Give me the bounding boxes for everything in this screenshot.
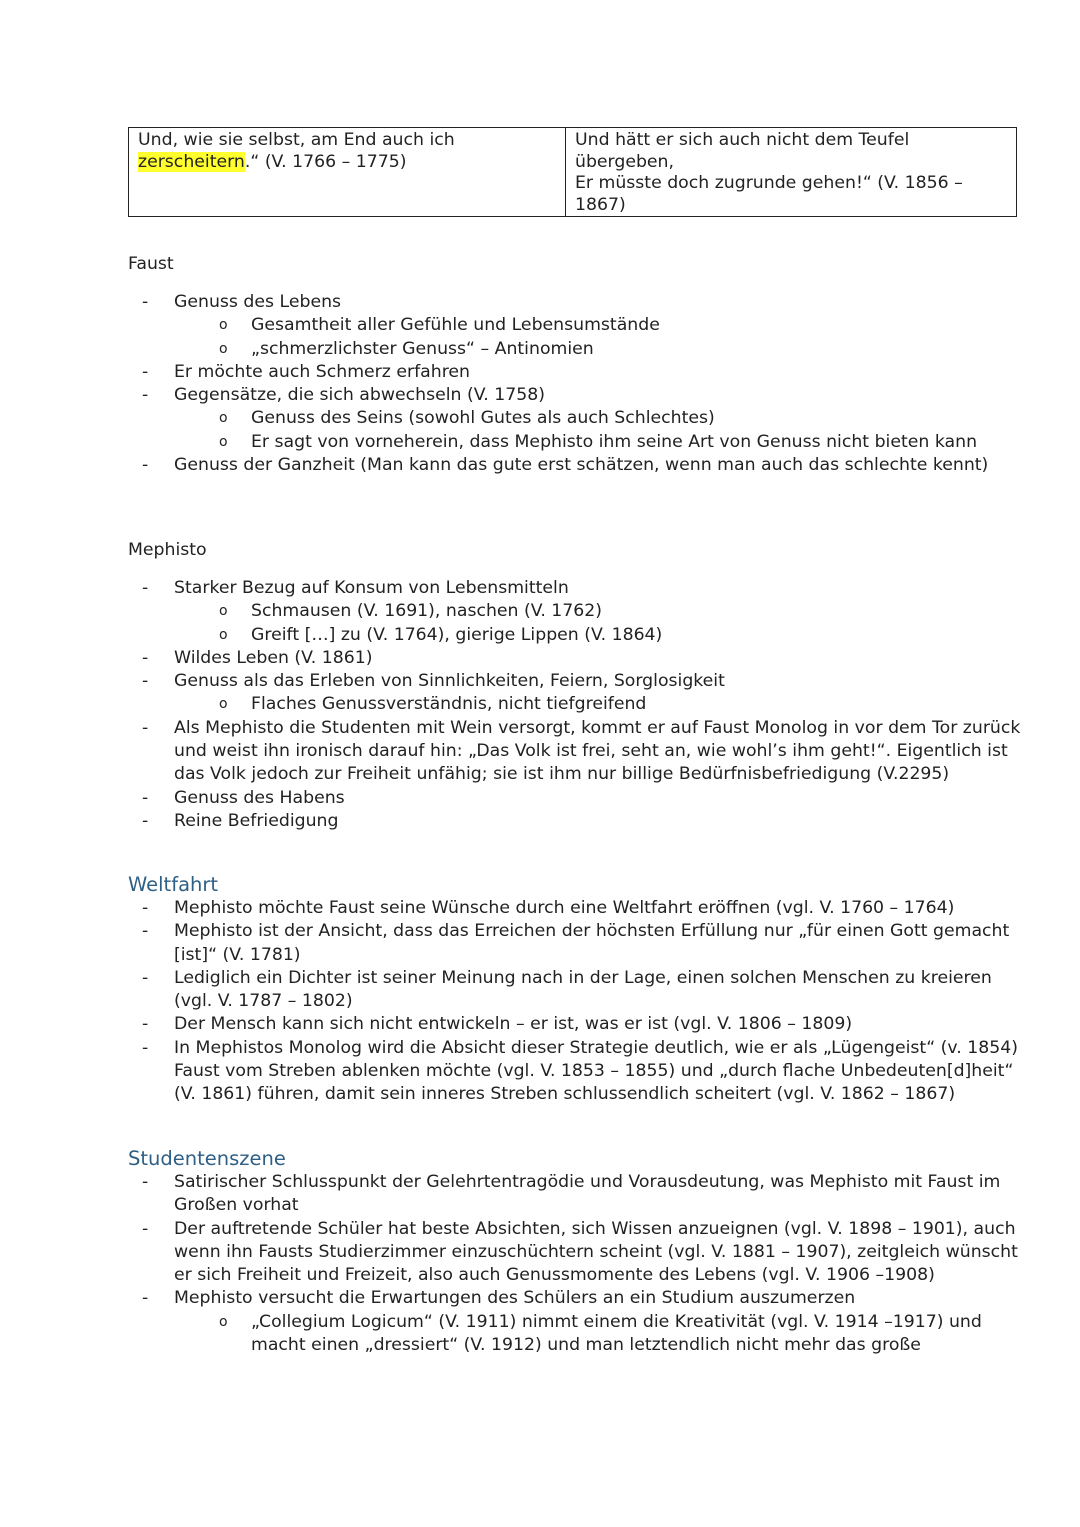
item-text: Flaches Genussverständnis, nicht tiefgreifend bbox=[251, 694, 647, 715]
list-item bbox=[128, 361, 1028, 384]
item-text: Genuss des Seins (sowohl Gutes als auch Schlechtes) bbox=[251, 408, 715, 429]
list-item bbox=[128, 454, 1028, 477]
dash-bullet-icon: - bbox=[142, 810, 149, 831]
list-item bbox=[128, 670, 1028, 693]
item-text: Reine Befriedigung bbox=[174, 810, 339, 831]
quote-right-line: 1867) bbox=[575, 194, 626, 215]
dash-bullet-icon: - bbox=[142, 1288, 149, 1309]
item-text: Genuss als das Erleben von Sinnlichkeiten, Feiern, Sorglosigkeit bbox=[174, 671, 725, 692]
circle-bullet-icon: o bbox=[219, 340, 228, 357]
sub-list-item bbox=[128, 407, 1028, 430]
item-text: Genuss des Lebens bbox=[174, 292, 342, 312]
section-heading: Weltfahrt bbox=[128, 873, 219, 896]
list-item bbox=[128, 810, 1028, 833]
sub-list-item bbox=[128, 314, 1028, 337]
dash-bullet-icon: - bbox=[142, 671, 149, 692]
list-item bbox=[128, 1218, 1028, 1288]
dash-bullet-icon: - bbox=[142, 292, 149, 312]
quote-right-line: übergeben, bbox=[575, 151, 675, 172]
dash-bullet-icon: - bbox=[142, 361, 149, 382]
list-item bbox=[128, 1037, 1028, 1107]
dash-bullet-icon: - bbox=[142, 921, 149, 942]
item-text: Der auftretende Schüler hat beste Absichten, sich Wissen anzueignen (vgl. V. 1898 – 1901), auch wenn ihn Fausts Studierzimmer einzuschüchtern scheint (vgl. V. 1881 – 1907), zeitgleich wünscht er sich Freiheit und Freizeit, also auch Genussmomente des Lebens (vgl. V. 1906 –1908) bbox=[174, 1218, 1018, 1286]
list-item bbox=[128, 1171, 1028, 1218]
item-text: Wildes Leben (V. 1861) bbox=[174, 647, 373, 668]
sub-list-item bbox=[128, 693, 1028, 716]
bullet-list bbox=[128, 1171, 1028, 1357]
section-mephisto bbox=[128, 539, 1028, 833]
list-item bbox=[128, 577, 1028, 600]
list-item bbox=[128, 717, 1028, 787]
dash-bullet-icon: - bbox=[142, 787, 149, 808]
dash-bullet-icon: - bbox=[142, 717, 149, 738]
item-text: Als Mephisto die Studenten mit Wein versorgt, kommt er auf Faust Monolog in vor dem Tor zurück und weist ihn ironisch darauf hin: „Das Volk ist frei, seht an, wie wohl’s ihm geht!“. Eigentlich ist das Volk jedoch zur Freiheit unfähig; sie ist ihm nur billige Bedürfnisbefriedigung (V.2295) bbox=[174, 717, 1021, 785]
circle-bullet-icon: o bbox=[219, 626, 228, 643]
quote-right-line: Und hätt er sich auch nicht dem Teufel bbox=[575, 130, 910, 150]
dash-bullet-icon: - bbox=[142, 1218, 149, 1239]
dash-bullet-icon: - bbox=[142, 1037, 149, 1058]
quote-cell-left bbox=[129, 128, 566, 217]
list-item bbox=[128, 384, 1028, 407]
bullet-list bbox=[128, 897, 1028, 1107]
bullet-list bbox=[128, 577, 1028, 833]
sub-list-item bbox=[128, 431, 1028, 454]
section-heading: Studentenszene bbox=[128, 1147, 286, 1170]
item-text: Mephisto versucht die Erwartungen des Schülers an ein Studium auszumerzen bbox=[174, 1288, 856, 1309]
sub-list-item bbox=[128, 600, 1028, 623]
quote-cell-right bbox=[566, 128, 1017, 217]
list-item bbox=[128, 897, 1028, 920]
item-text: Gesamtheit aller Gefühle und Lebensumstände bbox=[251, 315, 660, 336]
circle-bullet-icon: o bbox=[219, 317, 228, 334]
list-item bbox=[128, 967, 1028, 1014]
list-item bbox=[128, 787, 1028, 810]
sub-list-item bbox=[128, 1311, 1028, 1358]
circle-bullet-icon: o bbox=[219, 410, 228, 427]
item-text: „Collegium Logicum“ (V. 1911) nimmt einem die Kreativität (vgl. V. 1914 –1917) und macht einen „dressiert“ (V. 1912) und man letztendlich nicht mehr das große bbox=[251, 1311, 982, 1356]
list-item bbox=[128, 920, 1028, 967]
item-text: Genuss der Ganzheit (Man kann das gute erst schätzen, wenn man auch das schlechte kennt) bbox=[174, 455, 989, 476]
item-text: In Mephistos Monolog wird die Absicht dieser Strategie deutlich, wie er als „Lügengeist“ (v. 1854) Faust vom Streben ablenken möchte (vgl. V. 1853 – 1855) und „durch flache Unbedeuten[d]heit“ (V. 1861) führen, damit sein inneres Streben schlussendlich scheitert (vgl. V. 1862 – 1867) bbox=[174, 1037, 1018, 1105]
item-text: Genuss des Habens bbox=[174, 787, 345, 808]
dash-bullet-icon: - bbox=[142, 578, 149, 598]
list-item bbox=[128, 647, 1028, 670]
section-studentenszene bbox=[128, 1147, 1028, 1357]
dash-bullet-icon: - bbox=[142, 898, 149, 918]
item-text: Gegensätze, die sich abwechseln (V. 1758) bbox=[174, 385, 545, 406]
circle-bullet-icon: o bbox=[219, 603, 228, 620]
dash-bullet-icon: - bbox=[142, 455, 149, 476]
sub-list-item bbox=[128, 338, 1028, 361]
bullet-list bbox=[128, 291, 1028, 477]
circle-bullet-icon: o bbox=[219, 1313, 228, 1330]
list-item bbox=[128, 1013, 1028, 1036]
item-text: Er sagt von vorneherein, dass Mephisto ihm seine Art von Genuss nicht bieten kann bbox=[251, 431, 978, 452]
item-text: „schmerzlichster Genuss“ – Antinomien bbox=[251, 338, 594, 359]
circle-bullet-icon: o bbox=[219, 696, 228, 713]
item-text: Mephisto möchte Faust seine Wünsche durch eine Weltfahrt eröffnen (vgl. V. 1760 – 1764) bbox=[174, 898, 955, 918]
dash-bullet-icon: - bbox=[142, 967, 149, 988]
section-weltfahrt bbox=[128, 873, 1028, 1107]
quote-row bbox=[129, 128, 1017, 217]
item-text: Mephisto ist der Ansicht, dass das Erreichen der höchsten Erfüllung nur „für einen Gott gemacht [ist]“ (V. 1781) bbox=[174, 921, 1010, 965]
quote-left-line: Und, wie sie selbst, am End auch ich bbox=[138, 130, 455, 150]
dash-bullet-icon: - bbox=[142, 1172, 149, 1192]
item-text: Der Mensch kann sich nicht entwickeln – er ist, was er ist (vgl. V. 1806 – 1809) bbox=[174, 1014, 853, 1035]
list-item bbox=[128, 1287, 1028, 1310]
item-text: Lediglich ein Dichter ist seiner Meinung nach in der Lage, einen solchen Menschen zu kreieren (vgl. V. 1787 – 1802) bbox=[174, 967, 992, 1012]
sub-list-item bbox=[128, 624, 1028, 647]
item-text: Greift […] zu (V. 1764), gierige Lippen (V. 1864) bbox=[251, 624, 663, 645]
list-item bbox=[128, 291, 1028, 314]
item-text: Er möchte auch Schmerz erfahren bbox=[174, 361, 471, 382]
item-text: Schmausen (V. 1691), naschen (V. 1762) bbox=[251, 601, 603, 622]
item-text: Satirischer Schlusspunkt der Gelehrtentragödie und Vorausdeutung, was Mephisto mit Faust im Großen vorhat bbox=[174, 1172, 1001, 1216]
section-heading: Faust bbox=[128, 254, 174, 274]
highlighted-word: zerscheitern bbox=[138, 151, 245, 172]
dash-bullet-icon: - bbox=[142, 1014, 149, 1035]
quote-left-line: .“ (V. 1766 – 1775) bbox=[244, 151, 407, 172]
section-faust bbox=[128, 253, 1028, 477]
dash-bullet-icon: - bbox=[142, 647, 149, 668]
dash-bullet-icon: - bbox=[142, 385, 149, 406]
quote-right-line: Er müsste doch zugrunde gehen!“ (V. 1856 – bbox=[575, 173, 963, 193]
quote-table bbox=[128, 127, 1017, 217]
item-text: Starker Bezug auf Konsum von Lebensmitteln bbox=[174, 578, 569, 598]
section-heading: Mephisto bbox=[128, 540, 207, 560]
circle-bullet-icon: o bbox=[219, 433, 228, 450]
